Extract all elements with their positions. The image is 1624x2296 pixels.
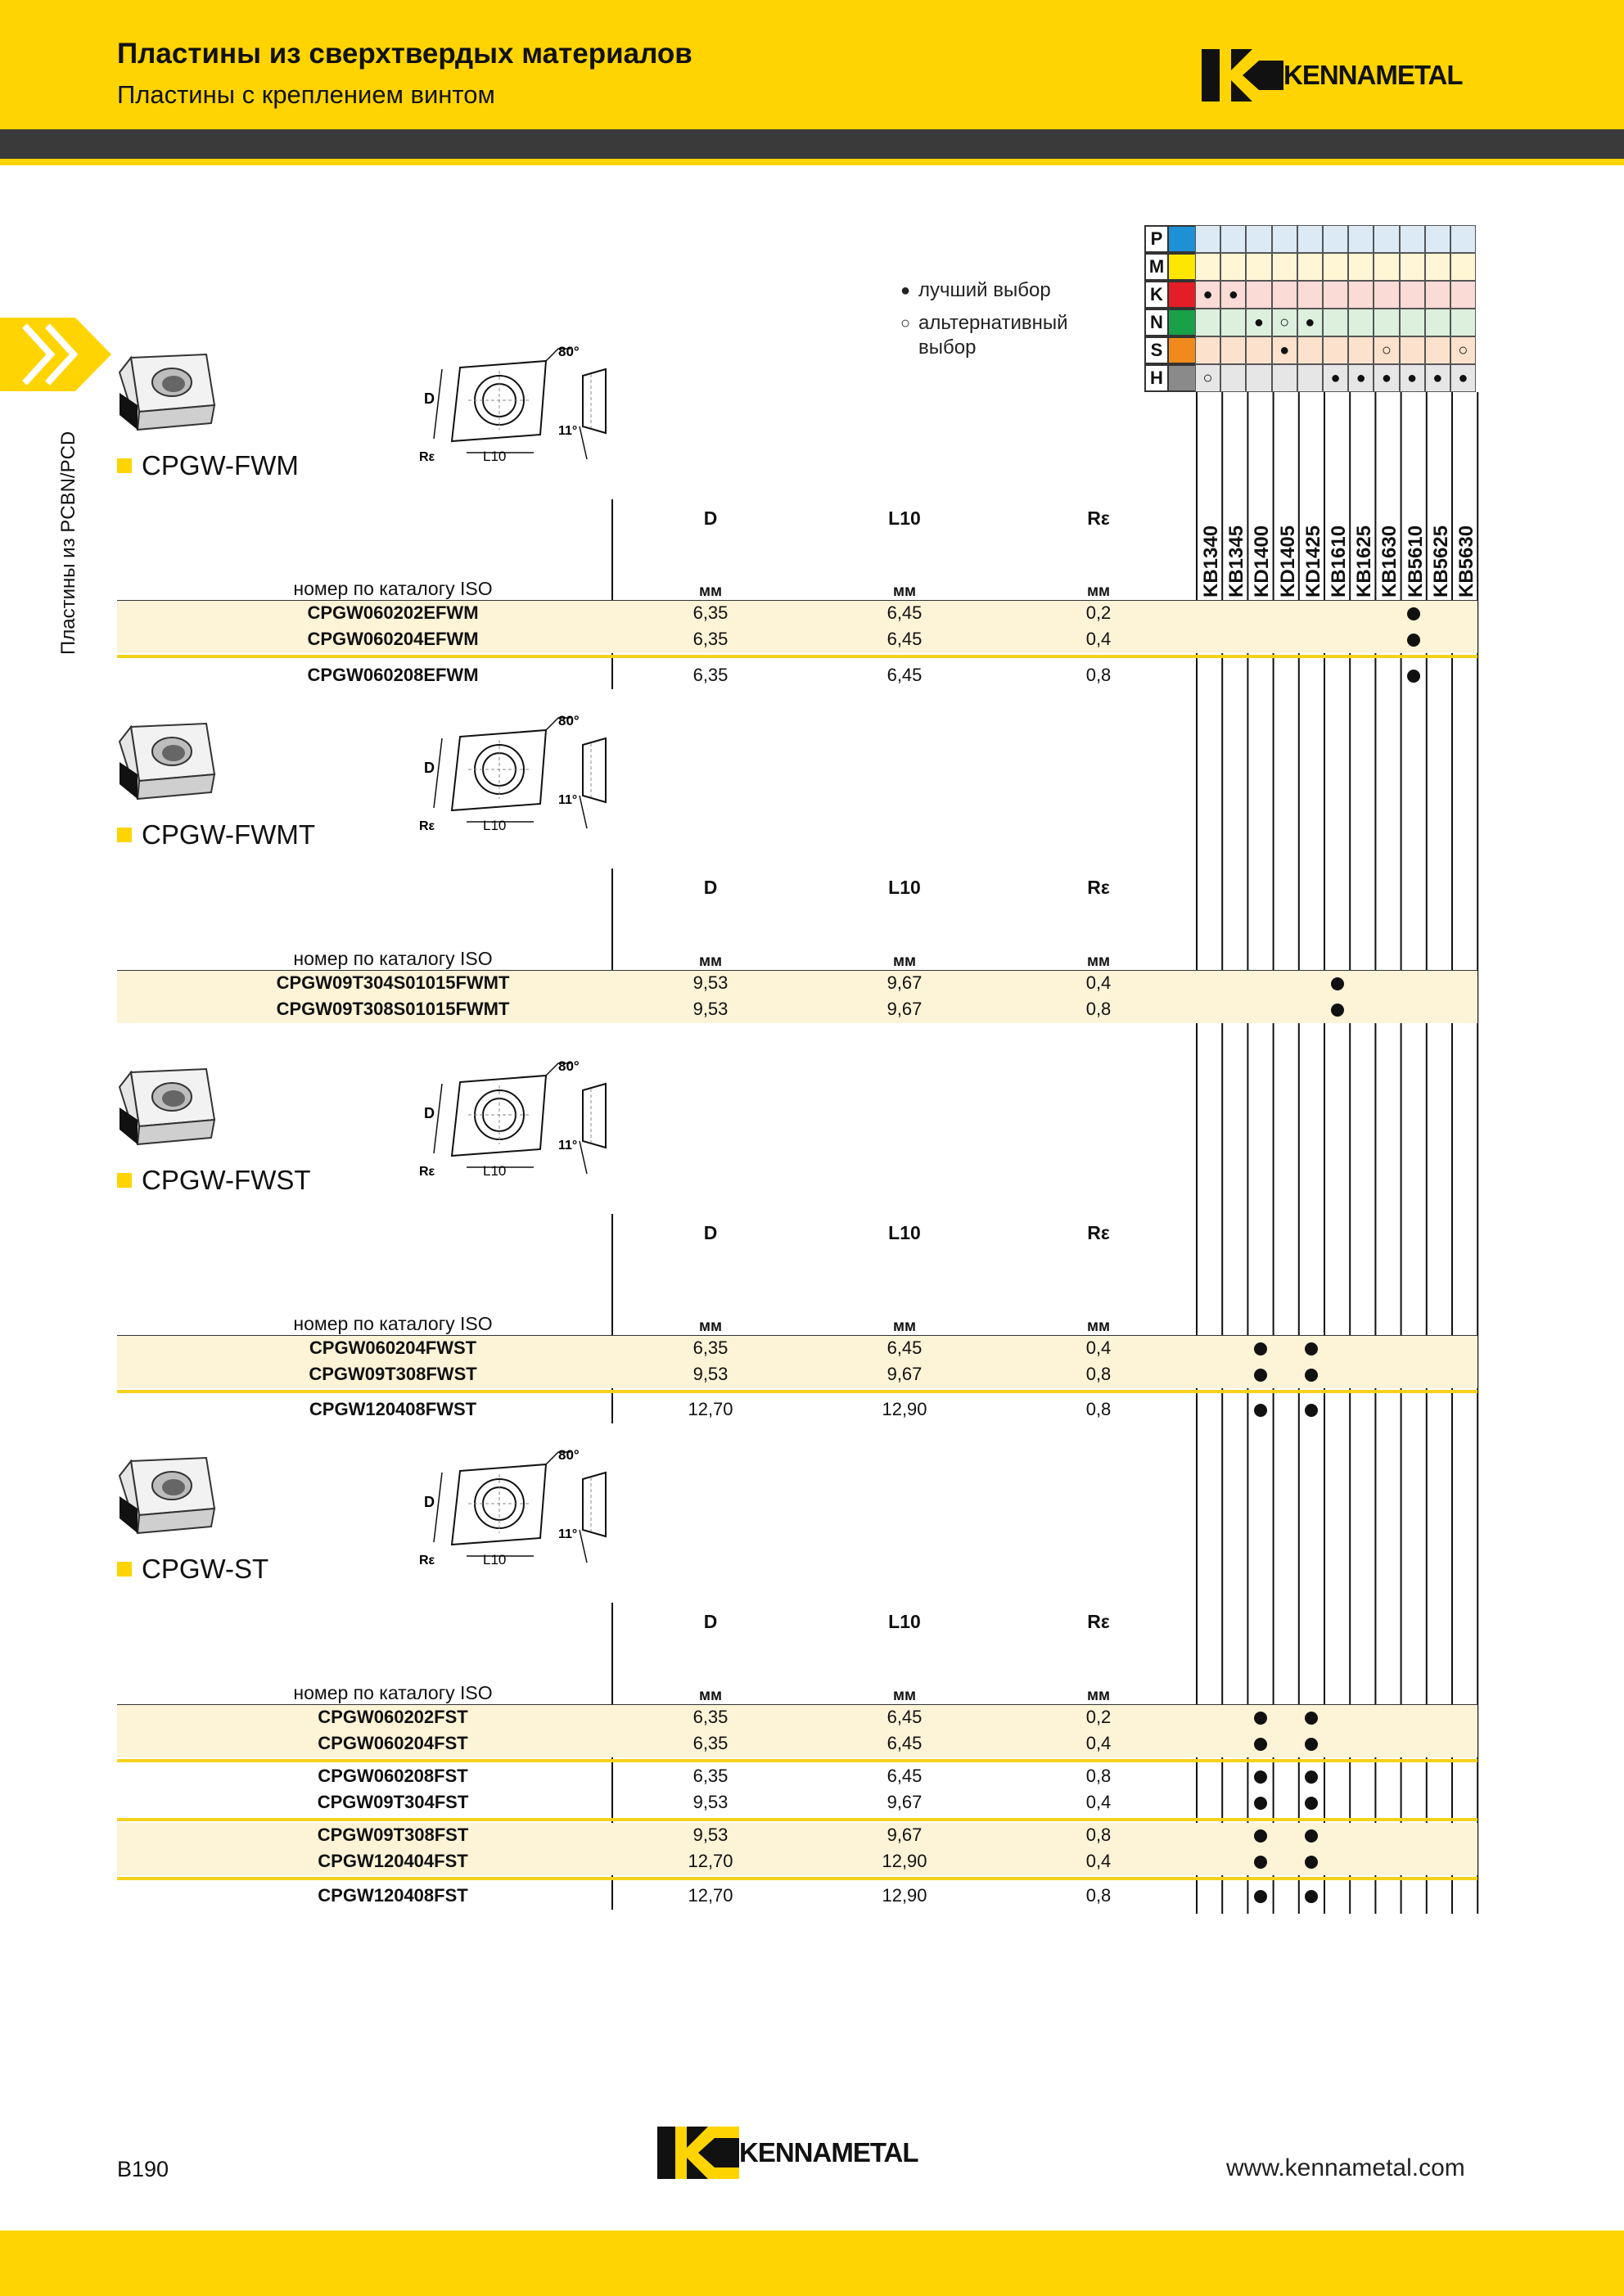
column-header-d: D (703, 1611, 718, 1632)
section-title (117, 1554, 268, 1585)
svg-text:D: D (424, 1105, 435, 1121)
catalog-number: CPGW060204EFWM (307, 629, 479, 649)
value-l10: 6,45 (886, 1337, 923, 1358)
value-re: 0,4 (1085, 1792, 1112, 1812)
grade-label: KB5610 (1404, 525, 1427, 598)
value-re: 0,8 (1085, 665, 1112, 685)
value-d: 12,70 (688, 1399, 733, 1419)
column-header-l10: L10 (888, 507, 921, 529)
row-group-divider (117, 1818, 1477, 1821)
svg-text:Rε: Rε (419, 819, 435, 833)
svg-text:11°: 11° (558, 1139, 578, 1153)
column-header-d: D (703, 507, 718, 529)
column-header-re: Rε (1087, 1222, 1110, 1243)
catalog-number: CPGW09T308FWST (309, 1364, 477, 1384)
column-header-d: D (703, 1222, 718, 1243)
material-grade-cell: ● (1297, 309, 1323, 336)
alternative-choice-icon: ○ (900, 314, 911, 332)
section-title-text: CPGW-FWMT (142, 819, 316, 850)
best-choice-dot (1254, 1797, 1267, 1810)
yellow-square-icon (117, 1562, 132, 1577)
column-unit: мм (892, 1687, 917, 1704)
value-l10: 12,90 (882, 1851, 927, 1871)
value-l10: 6,45 (886, 665, 923, 685)
column-unit: мм (892, 583, 917, 600)
value-d: 6,35 (692, 665, 729, 685)
svg-text:L10: L10 (483, 449, 507, 464)
material-grade-cell: ● (1272, 336, 1297, 364)
column-header-iso: номер по каталогу ISO (293, 578, 493, 599)
insert-drawing (419, 1059, 616, 1186)
value-re: 0,4 (1085, 1337, 1112, 1358)
catalog-number: CPGW120408FWST (309, 1399, 477, 1419)
yellow-square-icon (117, 458, 132, 473)
value-l10: 6,45 (886, 629, 923, 649)
value-re: 0,4 (1085, 1851, 1112, 1871)
page-subtitle: Пластины с креплением винтом (117, 80, 495, 109)
catalog-number: CPGW060202FST (318, 1707, 468, 1727)
best-choice-dot (1254, 1738, 1267, 1751)
value-l10: 12,90 (882, 1399, 927, 1419)
column-header-re: Rε (1087, 507, 1110, 529)
yellow-square-icon (117, 1173, 132, 1188)
value-re: 0,8 (1085, 1825, 1112, 1845)
value-re: 0,4 (1085, 972, 1112, 993)
insert-image (115, 1451, 221, 1545)
column-unit: мм (698, 1687, 723, 1704)
value-d: 6,35 (692, 1707, 729, 1727)
column-header-re: Rε (1087, 877, 1110, 898)
catalog-number: CPGW09T304FST (317, 1792, 469, 1812)
column-unit: мм (892, 1318, 917, 1335)
legend-best: лучший выбор (918, 279, 1051, 301)
value-l10: 12,90 (882, 1885, 927, 1906)
material-grade-cell: ● (1450, 364, 1476, 392)
catalog-number: CPGW09T304S01015FWMT (276, 972, 510, 993)
grade-label: KD1425 (1301, 525, 1324, 598)
svg-text:L10: L10 (483, 818, 507, 833)
column-header-iso: номер по каталогу ISO (293, 1682, 493, 1703)
catalog-number: CPGW060202EFWM (307, 602, 479, 623)
best-choice-dot (1254, 1829, 1267, 1843)
column-header-iso: номер по каталогу ISO (293, 948, 493, 969)
best-choice-dot (1254, 1342, 1267, 1355)
legend-alt: альтернативный выбор (918, 312, 1068, 359)
value-d: 9,53 (692, 1792, 729, 1812)
column-header-l10: L10 (888, 1611, 921, 1632)
best-choice-dot (1254, 1369, 1267, 1382)
material-label: S (1144, 336, 1169, 364)
material-grade-cell: ● (1246, 309, 1271, 336)
material-grade-cell: ● (1425, 364, 1450, 392)
column-unit: мм (1086, 1687, 1111, 1704)
value-d: 6,35 (692, 1766, 729, 1786)
svg-text:80°: 80° (558, 1448, 580, 1463)
material-label: M (1144, 253, 1169, 281)
best-choice-dot (1254, 1890, 1267, 1903)
material-grade-cell: ○ (1195, 364, 1220, 392)
value-l10: 6,45 (886, 1733, 923, 1753)
material-grade-cell: ○ (1272, 309, 1297, 336)
grade-label: KB5630 (1455, 525, 1477, 598)
footer-logo-text: KENNAMETAL (739, 2137, 918, 2167)
material-label: K (1144, 281, 1169, 309)
row-group-divider (117, 1390, 1477, 1393)
svg-text:D: D (424, 1494, 435, 1510)
value-d: 12,70 (688, 1885, 733, 1906)
kennametal-k-icon (657, 2127, 739, 2179)
section-title-text: CPGW-FWST (142, 1165, 311, 1195)
material-grade-cell: ● (1400, 364, 1425, 392)
catalog-number: CPGW09T308S01015FWMT (276, 999, 510, 1019)
column-header-l10: L10 (888, 1222, 921, 1243)
value-d: 12,70 (688, 1851, 733, 1871)
website-link[interactable]: www.kennametal.com (1226, 2154, 1465, 2181)
catalog-number: CPGW060208EFWM (307, 665, 479, 685)
material-label: H (1144, 364, 1169, 392)
best-choice-dot (1331, 977, 1344, 990)
best-choice-icon: ● (900, 282, 911, 300)
footer-band (0, 2231, 1624, 2296)
column-header-l10: L10 (888, 877, 921, 898)
svg-text:Rε: Rε (419, 1554, 435, 1568)
value-d: 6,35 (692, 1733, 729, 1753)
value-d: 6,35 (692, 602, 729, 623)
value-re: 0,4 (1085, 629, 1112, 649)
value-d: 9,53 (692, 972, 729, 993)
column-unit: мм (698, 953, 723, 970)
grade-label: KB1625 (1353, 525, 1376, 598)
svg-text:Rε: Rε (419, 450, 435, 464)
logo-text: KENNAMETAL (1283, 60, 1463, 90)
insert-image (115, 348, 221, 442)
grade-label: KD1405 (1276, 525, 1299, 598)
value-l10: 9,67 (886, 1825, 923, 1845)
svg-text:80°: 80° (558, 1059, 580, 1074)
value-d: 9,53 (692, 1364, 729, 1384)
value-l10: 9,67 (886, 1792, 923, 1812)
svg-text:L10: L10 (483, 1552, 507, 1568)
material-grade-cell: ● (1323, 364, 1348, 392)
column-unit: мм (698, 583, 723, 600)
footer-logo (657, 2127, 918, 2179)
value-l10: 6,45 (886, 1766, 923, 1786)
value-re: 0,4 (1085, 1733, 1112, 1753)
catalog-number: CPGW060208FST (318, 1766, 468, 1786)
column-unit: мм (698, 1318, 723, 1335)
page-title: Пластины из сверхтвердых материалов (117, 38, 692, 70)
section-title (117, 1165, 311, 1196)
material-grade-cell: ● (1220, 281, 1246, 309)
best-choice-dot (1254, 1770, 1267, 1784)
catalog-number: CPGW060204FWST (309, 1337, 477, 1358)
value-d: 6,35 (692, 1337, 729, 1358)
section-title (117, 450, 299, 481)
column-header-iso: номер по каталогу ISO (293, 1313, 493, 1334)
insert-drawing (419, 345, 616, 471)
value-d: 9,53 (692, 999, 729, 1019)
column-unit: мм (1086, 953, 1111, 970)
column-separator (611, 499, 613, 689)
value-re: 0,2 (1085, 1707, 1112, 1727)
material-grade-cell: ● (1374, 364, 1399, 392)
svg-text:80°: 80° (558, 345, 580, 359)
section-title-text: CPGW-FWM (142, 450, 299, 480)
best-choice-dot (1254, 1712, 1267, 1725)
row-group-divider (117, 1759, 1477, 1762)
material-grade-cell: ● (1195, 281, 1220, 309)
svg-text:D: D (424, 390, 435, 407)
best-choice-dot (1254, 1856, 1267, 1869)
section-title-text: CPGW-ST (142, 1554, 269, 1584)
value-re: 0,8 (1085, 1766, 1112, 1786)
material-label: N (1144, 309, 1169, 336)
material-grade-cell: ○ (1374, 336, 1399, 364)
insert-drawing (419, 714, 616, 841)
section-title (117, 819, 315, 850)
grade-label: KB1340 (1200, 525, 1222, 598)
insert-image (115, 717, 221, 811)
grade-label: KB1345 (1225, 525, 1248, 598)
svg-text:80°: 80° (558, 714, 580, 728)
svg-text:11°: 11° (558, 1527, 578, 1541)
catalog-number: CPGW060204FST (318, 1733, 468, 1753)
svg-text:11°: 11° (558, 424, 578, 438)
svg-text:Rε: Rε (419, 1165, 435, 1179)
column-unit: мм (1086, 1318, 1111, 1335)
grade-label: KB1610 (1328, 525, 1350, 598)
svg-text:D: D (424, 760, 435, 776)
insert-image (115, 1062, 221, 1157)
value-re: 0,8 (1085, 999, 1112, 1019)
best-choice-dot (1254, 1404, 1267, 1417)
grade-label: KB5625 (1429, 525, 1452, 598)
value-re: 0,8 (1085, 1364, 1112, 1384)
value-re: 0,2 (1085, 602, 1112, 623)
svg-text:11°: 11° (558, 793, 578, 807)
column-unit: мм (892, 953, 917, 970)
value-re: 0,8 (1085, 1399, 1112, 1419)
value-l10: 9,67 (886, 999, 923, 1019)
material-grade-cell: ○ (1450, 336, 1476, 364)
grade-label: KB1630 (1378, 525, 1401, 598)
insert-drawing (419, 1448, 616, 1575)
value-l10: 6,45 (886, 602, 923, 623)
side-chapter-label: Пластины из PCBN/PCD (57, 431, 79, 655)
row-group-divider (117, 1877, 1477, 1880)
svg-text:L10: L10 (483, 1163, 507, 1179)
value-d: 6,35 (692, 629, 729, 649)
grade-label: KD1400 (1251, 525, 1274, 598)
value-l10: 9,67 (886, 972, 923, 993)
column-header-d: D (703, 877, 718, 898)
catalog-number: CPGW09T308FST (317, 1825, 469, 1845)
catalog-number: CPGW120404FST (318, 1851, 468, 1871)
catalog-number: CPGW120408FST (318, 1885, 468, 1906)
column-unit: мм (1086, 583, 1111, 600)
best-choice-dot (1331, 1004, 1344, 1017)
material-label: P (1144, 225, 1169, 253)
page-number: B190 (117, 2157, 169, 2181)
material-grade-cell: ● (1348, 364, 1374, 392)
column-header-re: Rε (1087, 1611, 1110, 1632)
value-d: 9,53 (692, 1825, 729, 1845)
value-re: 0,8 (1085, 1885, 1112, 1906)
row-group-divider (117, 655, 1477, 658)
value-l10: 9,67 (886, 1364, 923, 1384)
yellow-square-icon (117, 828, 132, 842)
value-l10: 6,45 (886, 1707, 923, 1727)
